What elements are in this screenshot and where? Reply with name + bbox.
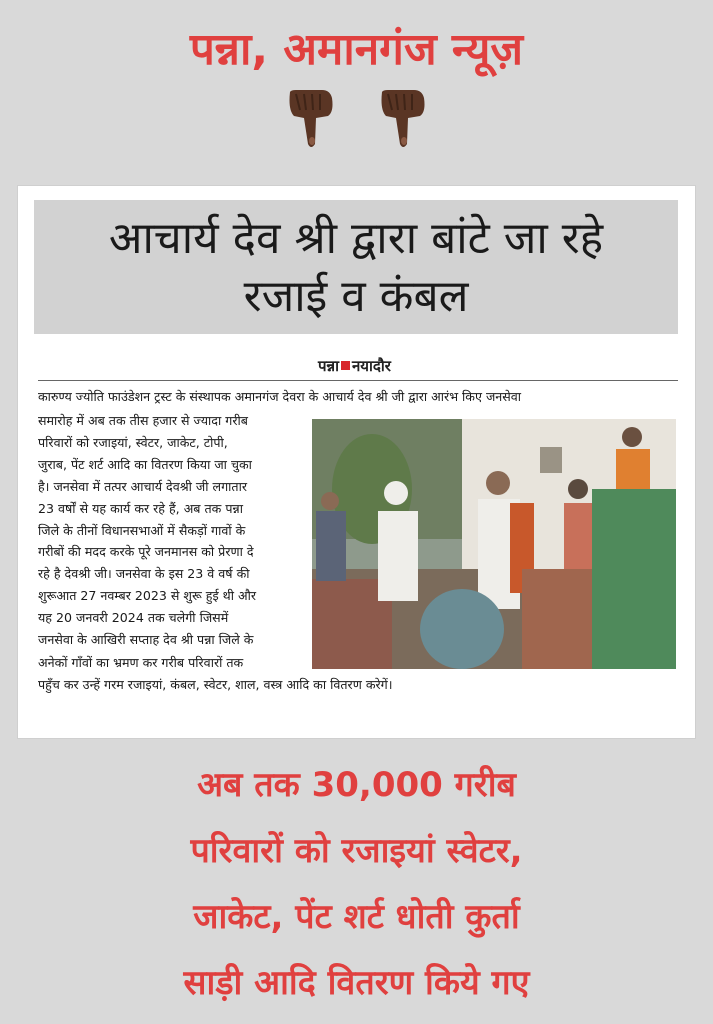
- article-tail: [38, 652, 678, 696]
- article-line: जुराब, पेंट शर्ट आदि का वितरण किया जा चुका: [38, 456, 252, 472]
- article-line: अनेकों गाँवों का भ्रमण कर गरीब परिवारों तक: [38, 655, 244, 670]
- article-line: है। जनसेवा में तत्पर आचार्य देवश्री जी लगातार: [38, 478, 248, 494]
- caption-line: परिवारों को रजाइयां स्वेटर,: [190, 831, 523, 871]
- article-line: पहुँच कर उन्हें गरम रजाइयां, कंबल, स्वेटर, शाल, वस्त्र आदि का वितरण करेगें।: [38, 676, 393, 692]
- article-line: रहे है देवश्री जी। जनसेवा के इस 23 वे वर्ष की: [38, 566, 250, 582]
- headline-line-1: आचार्य देव श्री द्वारा बांटे जा रहे: [108, 213, 604, 264]
- divider: [38, 380, 678, 381]
- article-line: गरीबों की मदद करके पूरे जनमानस को प्रेरणा दे: [38, 544, 254, 560]
- article-line: समारोह में अब तक तीस हजार से ज्यादा गरीब: [38, 413, 248, 428]
- article-line: यह 20 जनवरी 2024 तक चलेगी जिसमें: [38, 610, 229, 626]
- dateline: [318, 356, 391, 376]
- lead-line: कारुण्य ज्योति फाउंडेशन ट्रस्ट के संस्थापक अमानगंज देवरा के आचार्य देव श्री जी द्वारा आरंभ किए जनसेवा: [38, 389, 522, 404]
- pointing-down-hand-icon: [282, 86, 340, 150]
- article-line: शुरूआत 27 नवम्बर 2023 से शुरू हुई थी और: [38, 588, 257, 604]
- news-photo: [312, 419, 676, 669]
- page-title: पन्ना, अमानगंज न्यूज़: [189, 24, 524, 75]
- dateline-place: पन्ना: [318, 357, 339, 375]
- bottom-caption: [0, 752, 713, 1016]
- dateline-sub: नयादौर: [351, 357, 391, 375]
- headline-band: [34, 200, 678, 334]
- headline: [34, 210, 678, 326]
- newspaper-clipping: [18, 186, 695, 738]
- article-line: 23 वर्षों से यह कार्य कर रहे हैं, अब तक पन्ना: [38, 500, 243, 516]
- pointing-down-hand-icon: [374, 86, 432, 150]
- article-line: जनसेवा के आखिरी सप्ताह देव श्री पन्ना जिले के: [38, 632, 254, 648]
- article-line: परिवारों को रजाइयां, स्वेटर, जाकेट, टोपी,: [38, 434, 228, 450]
- caption-line: अब तक 30,000 गरीब: [197, 765, 516, 805]
- article-line: जिले के तीनों विधानसभाओं में सैकड़ों गावों के: [38, 522, 246, 538]
- caption-line: साड़ी आदि वितरण किये गए: [183, 963, 530, 1003]
- article-column: [38, 410, 313, 651]
- pointing-hands: [0, 86, 713, 150]
- red-square-icon: [341, 361, 350, 370]
- headline-line-2: रजाई व कंबल: [243, 271, 469, 322]
- caption-line: जाकेट, पेंट शर्ट धोती कुर्ता: [193, 897, 520, 937]
